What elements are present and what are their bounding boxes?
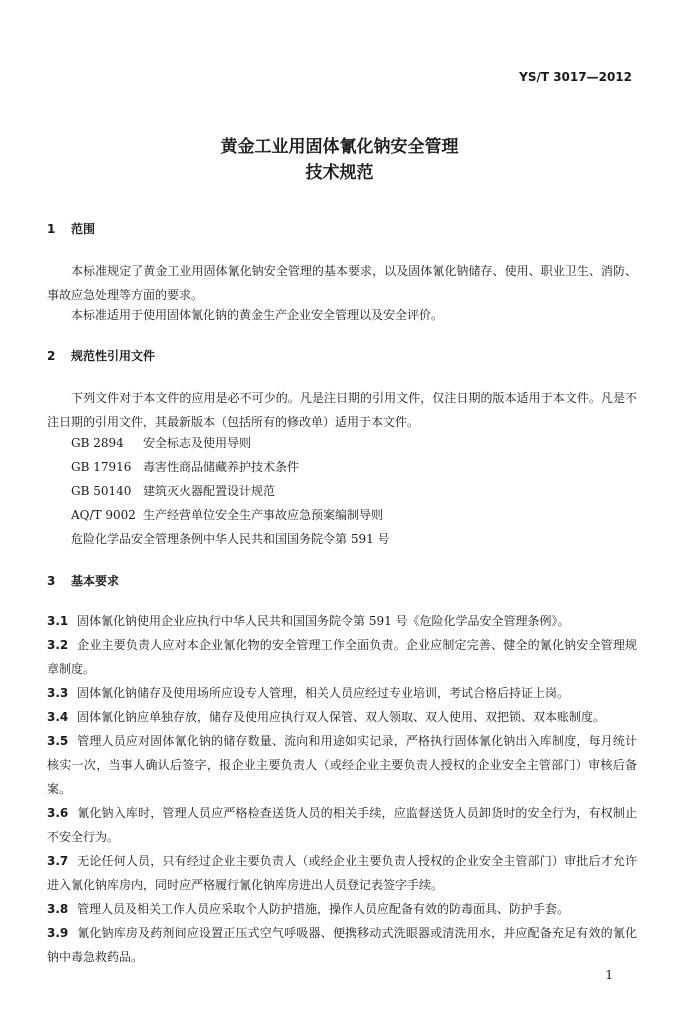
clause-text: 管理人员及相关工作人员应采取个人防护措施，操作人员应配备有效的防毒面具、防护手套。 (77, 902, 570, 916)
reference-title: 危险化学品安全管理条例中华人民共和国国务院令第 591 号 (71, 532, 390, 546)
clause-item (47, 609, 637, 633)
clause-number: 3.9 (47, 926, 69, 940)
clause-number: 3.3 (47, 686, 69, 700)
section-1-paragraph-2 (47, 303, 637, 327)
reference-item (71, 457, 299, 477)
clause-item (47, 921, 637, 969)
clause-item (47, 729, 637, 801)
reference-title: 安全标志及使用导则 (143, 436, 252, 450)
reference-code: AQ/T 9002 (71, 508, 136, 522)
clause-text: 固体氰化钠使用企业应执行中华人民共和国国务院令第 591 号《危险化学品安全管理条例》。 (77, 614, 570, 628)
clause-item (47, 681, 637, 705)
clause-number: 3.2 (47, 638, 69, 652)
standard-code: YS/T 3017—2012 (519, 70, 632, 84)
title-line-2: 技术规范 (305, 163, 374, 183)
reference-code: GB 2894 (71, 436, 124, 450)
reference-title: 生产经营单位安全生产事故应急预案编制导则 (143, 508, 384, 522)
clause-item (47, 705, 637, 729)
document-title (0, 134, 679, 186)
section-2-paragraph-1 (47, 386, 637, 434)
section-title: 基本要求 (71, 574, 120, 588)
reference-item (71, 433, 251, 453)
paragraph-text: 本标准规定了黄金工业用固体氰化钠安全管理的基本要求，以及固体氰化钠储存、使用、职业卫生、消防、事故应急处理等方面的要求。 (47, 264, 637, 302)
clause-text: 无论任何人员，只有经过企业主要负责人（或经企业主要负责人授权的企业安全主管部门）审批后才允许进入氰化钠库房内，同时应严格履行氰化钠库房进出人员登记表签字手续。 (47, 854, 637, 892)
clause-text: 管理人员应对固体氰化钠的储存数量、流向和用途如实记录，严格执行固体氰化钠出入库制度，每月统计核实一次，当事人确认后签字，报企业主要负责人（或经企业主要负责人授权的企业安全主管部门）审核后备案。 (47, 734, 637, 796)
reference-item (71, 505, 383, 525)
reference-item (71, 529, 390, 549)
title-line-1: 黄金工业用固体氰化钠安全管理 (220, 137, 459, 157)
clause-number: 3.6 (47, 806, 69, 820)
section-number: 1 (47, 222, 56, 236)
clause-text: 固体氰化钠应单独存放，储存及使用应执行双人保管、双人领取、双人使用、双把锁、双本账制度。 (77, 710, 606, 724)
clause-number: 3.7 (47, 854, 69, 868)
reference-item (71, 481, 275, 501)
clause-text: 固体氰化钠储存及使用场所应设专人管理，相关人员应经过专业培训，考试合格后持证上岗。 (77, 686, 570, 700)
paragraph-text: 本标准适用于使用固体氰化钠的黄金生产企业安全管理以及安全评价。 (71, 308, 444, 322)
section-1-paragraph-1 (47, 259, 637, 307)
section-number: 2 (47, 349, 56, 363)
clause-number: 3.4 (47, 710, 69, 724)
reference-code: GB 50140 (71, 484, 132, 498)
clause-item (47, 801, 637, 849)
section-1-heading (47, 220, 95, 237)
clause-number: 3.1 (47, 614, 69, 628)
clause-item (47, 897, 637, 921)
paragraph-text: 下列文件对于本文件的应用是必不可少的。凡是注日期的引用文件，仅注日期的版本适用于本文件。凡是不注日期的引用文件，其最新版本（包括所有的修改单）适用于本文件。 (47, 391, 637, 429)
section-2-heading (47, 347, 155, 364)
clause-number: 3.8 (47, 902, 69, 916)
section-title: 范围 (71, 222, 96, 236)
clause-text: 企业主要负责人应对本企业氰化物的安全管理工作全面负责。企业应制定完善、健全的氰化钠安全管理规章制度。 (47, 638, 637, 676)
clause-item (47, 633, 637, 681)
page-number: 1 (605, 968, 613, 982)
clause-number: 3.5 (47, 734, 69, 748)
section-3-heading (47, 572, 119, 589)
clause-text: 氰化钠库房及药剂间应设置正压式空气呼吸器、便携移动式洗眼器或清洗用水，并应配备充足有效的氰化钠中毒急救药品。 (47, 926, 637, 964)
reference-title: 毒害性商品储藏养护技术条件 (143, 460, 300, 474)
clause-item (47, 849, 637, 897)
reference-code: GB 17916 (71, 460, 132, 474)
section-title: 规范性引用文件 (71, 349, 156, 363)
clause-text: 氰化钠入库时，管理人员应严格检查送货人员的相关手续，应监督送货人员卸货时的安全行为，有权制止不安全行为。 (47, 806, 637, 844)
section-number: 3 (47, 574, 56, 588)
reference-title: 建筑灭火器配置设计规范 (143, 484, 276, 498)
